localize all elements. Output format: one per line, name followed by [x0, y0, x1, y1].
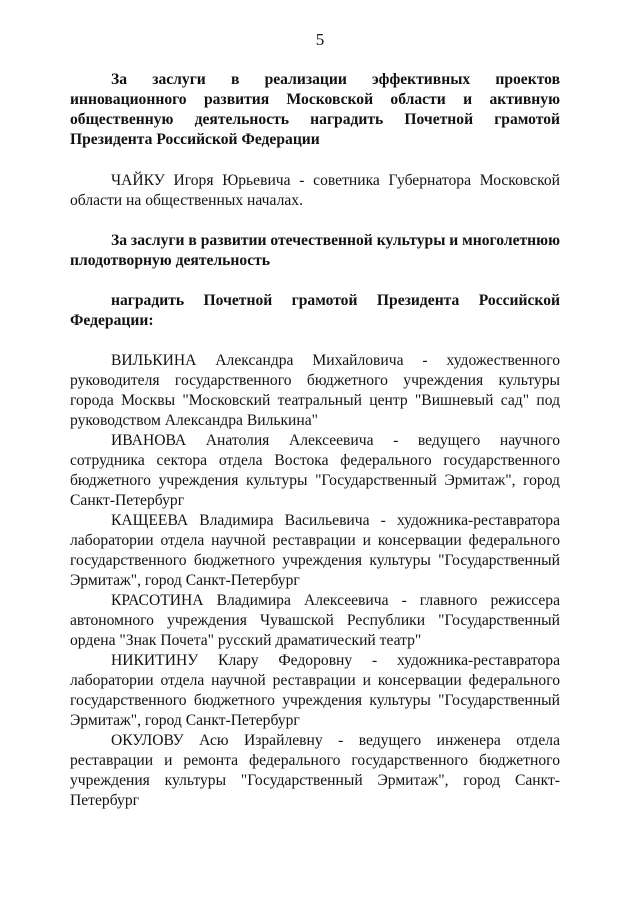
section2-heading: За заслуги в развитии отечественной культуры и многолетнюю плодотворную деятельность: [70, 232, 560, 269]
awardee-item: НИКИТИНУ Клару Федоровну - художника-реставратора лаборатории отдела научной реставрации и консервации федерального государственного бюджетного учреждения культуры "Государственный Эрмитаж", город Санкт-Петербург: [70, 652, 560, 729]
awardee-list: [70, 351, 560, 811]
awardee-item: ОКУЛОВУ Асю Израйлевну - ведущего инженера отдела реставрации и ремонта федерального государственного бюджетного учреждения культуры "Государственный Эрмитаж", город Санкт-Петербург: [70, 732, 560, 809]
section1-awardee: ЧАЙКУ Игоря Юрьевича - советника Губернатора Московской области на общественных началах.: [70, 172, 560, 209]
page-number: 5: [315, 30, 325, 49]
section1-heading: За заслуги в реализации эффективных проектов инновационного развития Московской области и активную общественную деятельность наградить Почетной грамотой Президента Российской Федерации: [70, 71, 560, 148]
awardee-item: КАЩЕЕВА Владимира Васильевича - художника-реставратора лаборатории отдела научной реставрации и консервации федерального государственного бюджетного учреждения культуры "Государственный Эрмитаж", город Санкт-Петербург: [70, 512, 560, 589]
awardee-item: ВИЛЬКИНА Александра Михайловича - художественного руководителя государственного бюджетного учреждения культуры города Москвы "Московский театральный центр "Вишневый сад" под руководством Александра Вилькина": [70, 352, 560, 429]
document-body: [70, 70, 560, 811]
awardee-item: КРАСОТИНА Владимира Алексеевича - главного режиссера автономного учреждения Чувашской Республики "Государственный ордена "Знак Почета" русский драматический театр": [70, 592, 560, 649]
section2-award-line: наградить Почетной грамотой Президента Российской Федерации:: [70, 292, 560, 329]
awardee-item: ИВАНОВА Анатолия Алексеевича - ведущего научного сотрудника сектора отдела Востока федерального государственного бюджетного учреждения культуры "Государственный Эрмитаж", город Санкт-Петербург: [70, 432, 560, 509]
